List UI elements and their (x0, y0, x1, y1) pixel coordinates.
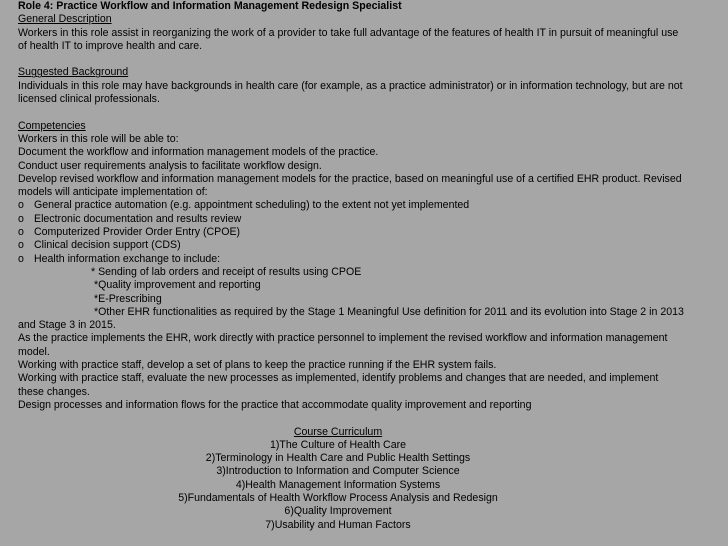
competencies-outro-line: Working with practice staff, evaluate the new processes as implemented, identify problems and changes that are needed, and implement (18, 372, 659, 385)
bullet-text: Clinical decision support (CDS) (34, 239, 181, 252)
curriculum-item: 5)Fundamentals of Health Workflow Process Analysis and Redesign (178, 491, 498, 504)
curriculum-item: 4)Health Management Information Systems (235, 478, 441, 491)
competencies-heading: Competencies (18, 119, 86, 132)
bullet-text: Electronic documentation and results review (34, 212, 242, 225)
competencies-outro-line: model. (18, 345, 50, 358)
suggested-background-line: Individuals in this role may have backgrounds in health care (for example, as a practice administrator) or in information technology, but are not (18, 79, 683, 92)
page-title: Role 4: Practice Workflow and Information Management Redesign Specialist (18, 0, 402, 12)
bullet-marker: o (18, 239, 24, 252)
competencies-intro-line: Document the workflow and information management models of the practice. (18, 146, 379, 159)
bullet-text: Computerized Provider Order Entry (CPOE) (34, 226, 241, 239)
competencies-intro-line: Conduct user requirements analysis to facilitate workflow design. (18, 159, 322, 172)
spacer (18, 412, 724, 425)
competencies-intro-line: Develop revised workflow and information management models for the practice, based on meaningful use of a certified EHR product. Revised (18, 172, 682, 185)
curriculum-item: 1)The Culture of Health Care (269, 438, 407, 451)
sub-item: * Sending of lab orders and receipt of results using CPOE (91, 265, 362, 278)
curriculum-item: 7)Usability and Human Factors (265, 518, 411, 531)
bullet-item (18, 253, 724, 266)
course-curriculum-heading: Course Curriculum (293, 425, 383, 438)
competencies-outro-line: Working with practice staff, develop a set of plans to keep the practice running if the EHR system fails. (18, 359, 497, 372)
competencies-outro-line: these changes. (18, 385, 90, 398)
curriculum-item: 6)Quality Improvement (284, 505, 392, 518)
document-body (18, 0, 724, 532)
bullet-marker: o (18, 252, 24, 265)
sub-item: *Other EHR functionalities as required by the Stage 1 Meaningful Use definition for 2011 and its evolution into Stage 2 in 2013 (94, 305, 684, 318)
sub-item-continuation: and Stage 3 in 2015. (18, 319, 116, 332)
general-description-line: of health IT to improve health and care. (18, 39, 203, 52)
bullet-item (18, 239, 724, 252)
competencies-outro-line: As the practice implements the EHR, work directly with practice personnel to implement the revised workflow and information management (18, 332, 668, 345)
competencies-intro-line: Workers in this role will be able to: (18, 132, 179, 145)
spacer (18, 106, 724, 119)
general-description-heading: General Description (18, 13, 112, 26)
competencies-outro-line: Design processes and information flows for the practice that accommodate quality improvement and reporting (18, 398, 532, 411)
spacer (18, 53, 724, 66)
bullet-marker: o (18, 199, 24, 212)
bullet-text: Health information exchange to include: (34, 252, 221, 265)
sub-item: *Quality improvement and reporting (94, 279, 261, 292)
sub-item: *E-Prescribing (94, 292, 162, 305)
bullet-marker: o (18, 212, 24, 225)
competencies-intro-line: models will anticipate implementation of: (18, 186, 208, 199)
bullet-item (18, 226, 724, 239)
bullet-marker: o (18, 226, 24, 239)
suggested-background-line: licensed clinical professionals. (18, 93, 160, 106)
curriculum-item: 3)Introduction to Information and Computer Science (216, 465, 460, 478)
bullet-item (18, 199, 724, 212)
general-description-line: Workers in this role assist in reorganizing the work of a provider to take full advantage of the features of health IT in pursuit of meaningful use (18, 26, 679, 39)
suggested-background-heading: Suggested Background (18, 66, 129, 79)
bullet-text: General practice automation (e.g. appointment scheduling) to the extent not yet implemented (34, 199, 470, 212)
curriculum-item: 2)Terminology in Health Care and Public Health Settings (205, 452, 471, 465)
bullet-item (18, 213, 724, 226)
